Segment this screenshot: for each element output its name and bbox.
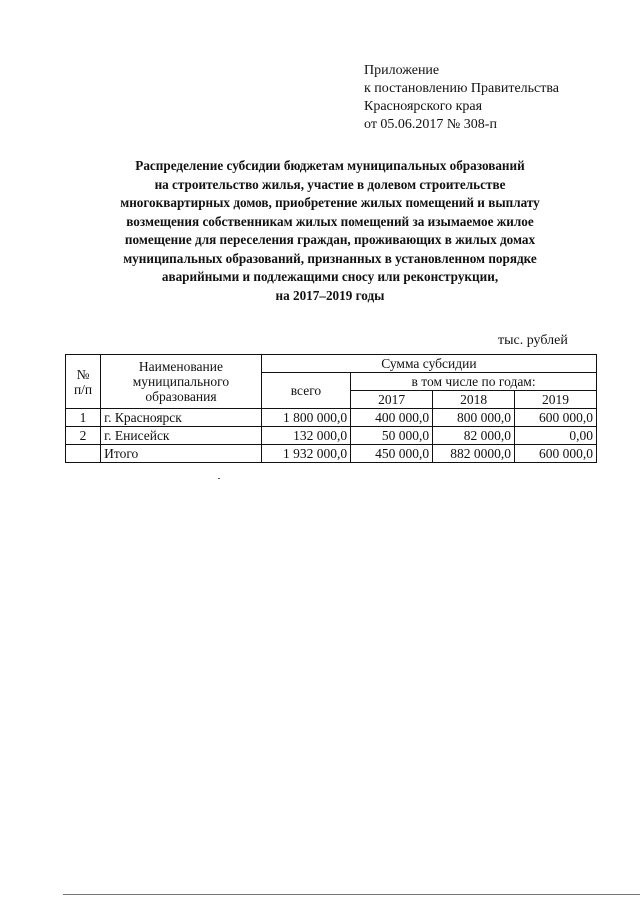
row-total: 132 000,0 bbox=[261, 427, 350, 445]
title-line: Распределение субсидии бюджетам муниципальных образований bbox=[135, 158, 525, 173]
appendix-line: Приложение bbox=[364, 63, 440, 78]
row-number bbox=[66, 445, 101, 463]
header-municipality bbox=[101, 355, 262, 409]
header-by-years: в том числе по годам: bbox=[351, 373, 597, 391]
row-2019: 600 000,0 bbox=[515, 445, 597, 463]
header-number-line: п/п bbox=[73, 381, 93, 397]
unit-label: тыс. рублей bbox=[498, 333, 568, 348]
header-number-line: № bbox=[76, 366, 90, 382]
title-line: на 2017–2019 годы bbox=[275, 287, 385, 303]
subsidy-table bbox=[65, 354, 597, 463]
title-line: аварийными и подлежащими сносу или реконструкции, bbox=[161, 269, 499, 284]
title-line: многоквартирных домов, приобретение жилых помещений и выплату bbox=[120, 195, 540, 210]
header-year-2017: 2017 bbox=[351, 391, 433, 409]
title-line: на строительство жилья, участие в долевом строительстве bbox=[154, 176, 506, 192]
row-number: 2 bbox=[66, 427, 101, 445]
row-total: 1 800 000,0 bbox=[261, 409, 350, 427]
title-line: возмещения собственникам жилых помещений за изымаемое жилое bbox=[126, 213, 534, 229]
row-municipality: Итого bbox=[101, 445, 262, 463]
document-title bbox=[70, 157, 590, 305]
scan-edge-line bbox=[63, 894, 640, 895]
row-municipality: г. Красноярск bbox=[101, 409, 262, 427]
row-2017: 50 000,0 bbox=[351, 427, 433, 445]
appendix-line: к постановлению Правительства bbox=[364, 81, 560, 96]
row-2017: 400 000,0 bbox=[351, 409, 433, 427]
header-municipality-line: муниципального bbox=[132, 374, 230, 389]
table-total-row bbox=[66, 445, 597, 463]
row-2019: 0,00 bbox=[515, 427, 597, 445]
header-subsidy-sum: Сумма субсидии bbox=[261, 355, 596, 373]
row-2018: 82 000,0 bbox=[433, 427, 515, 445]
table-row bbox=[66, 409, 597, 427]
appendix-block bbox=[364, 62, 559, 134]
header-year-2019: 2019 bbox=[515, 391, 597, 409]
row-total: 1 932 000,0 bbox=[261, 445, 350, 463]
table-row bbox=[66, 427, 597, 445]
appendix-line: Красноярского края bbox=[364, 99, 483, 114]
row-2019: 600 000,0 bbox=[515, 409, 597, 427]
header-total: всего bbox=[261, 373, 350, 409]
row-municipality: г. Енисейск bbox=[101, 427, 262, 445]
row-2018: 882 0000,0 bbox=[433, 445, 515, 463]
row-number: 1 bbox=[66, 409, 101, 427]
appendix-date-line: от 05.06.2017 № 308-п bbox=[364, 117, 497, 132]
header-municipality-line: Наименование bbox=[138, 359, 223, 374]
scan-speck bbox=[218, 478, 220, 479]
header-municipality-line: образования bbox=[145, 389, 217, 404]
header-year-2018: 2018 bbox=[433, 391, 515, 409]
title-line: муниципальных образований, признанных в установленном порядке bbox=[123, 250, 537, 266]
row-2017: 450 000,0 bbox=[351, 445, 433, 463]
row-2018: 800 000,0 bbox=[433, 409, 515, 427]
header-number bbox=[66, 355, 101, 409]
title-line: помещение для переселения граждан, проживающих в жилых домах bbox=[124, 232, 536, 247]
